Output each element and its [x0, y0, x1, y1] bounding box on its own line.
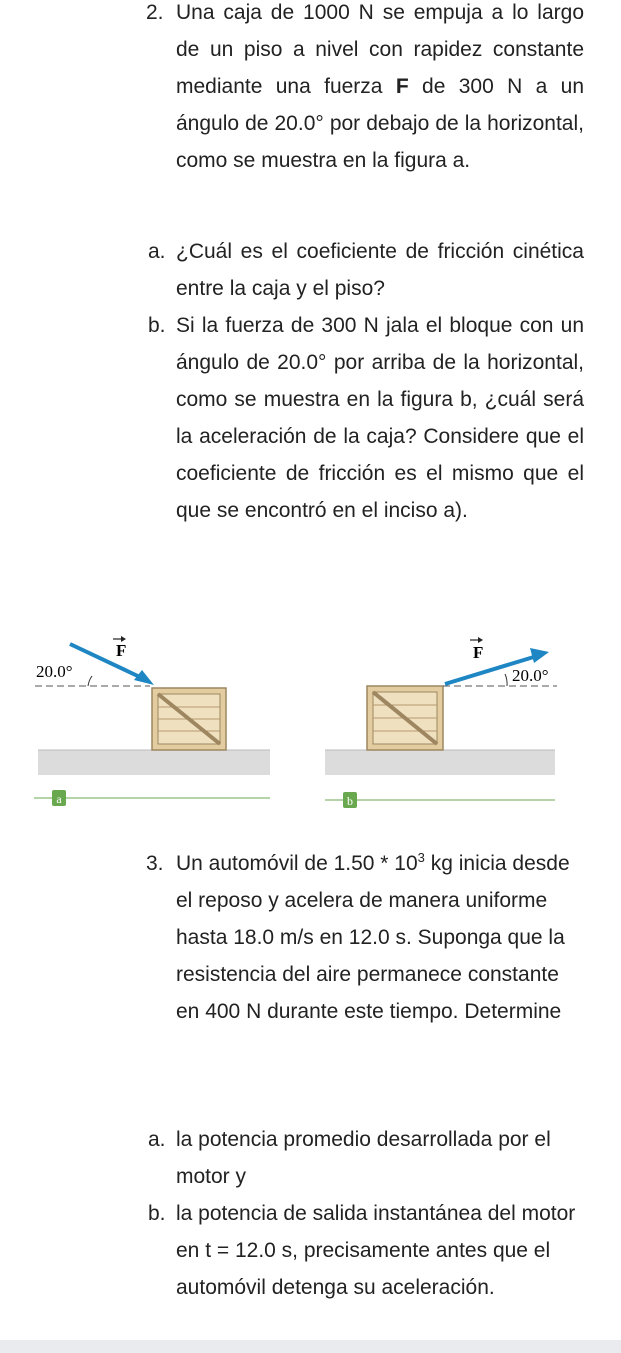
- problem-3-statement-start: Un automóvil de 1.50 * 10: [176, 852, 418, 875]
- floor-a: [38, 750, 270, 775]
- problem-2-a-marker: a.: [148, 240, 166, 263]
- problem-3-statement-rest: kg inicia desde el reposo y acelera de manera uniforme hasta 18.0 m/s en 12.0 s. Suponga que la resistencia del aire permanece constante en 400 N durante este tiempo. Determine: [176, 852, 570, 1023]
- problem-3-number: 3.: [146, 852, 164, 875]
- figure-a: [30, 630, 275, 810]
- problem-3-part-b: la potencia de salida instantánea del motor en t = 12.0 s, precisamente antes que el automóvil detenga su aceleración.: [176, 1202, 576, 1299]
- crate-a: [152, 688, 226, 750]
- problem-3-statement: [176, 845, 586, 1030]
- svg-text:b: b: [347, 794, 353, 808]
- problem-2-number: 2.: [146, 1, 164, 24]
- problem-2-statement-end: de 300 N a un ángulo de 20.0° por debajo de la horizontal, como se muestra en la figura a.: [176, 75, 585, 172]
- force-label-a: F: [116, 641, 127, 660]
- svg-text:a: a: [56, 792, 62, 806]
- problem-2-statement-text: Una caja de 1000 N se empuja a lo largo de un piso a nivel con rapidez constante mediante una fuerza: [176, 1, 584, 98]
- exponent: 3: [417, 850, 425, 865]
- problem-3-b-marker: b.: [148, 1202, 166, 1225]
- problem-2-part-a: ¿Cuál es el coeficiente de fricción cinética entre la caja y el piso?: [176, 240, 584, 300]
- problem-2-part-b: Si la fuerza de 300 N jala el bloque con un ángulo de 20.0° por arriba de la horizontal, como se muestra en la figura b, ¿cuál será la aceleración de la caja? Considere que el coeficiente de fricción es el mismo que el que se encontró en el inciso a).: [176, 314, 584, 522]
- figure-b: [325, 630, 560, 810]
- angle-arc-b: [505, 674, 507, 686]
- angle-label-b: 20.0°: [512, 666, 549, 685]
- crate-b: [367, 686, 443, 750]
- force-label-b: F: [473, 643, 484, 662]
- floor-b: [325, 750, 555, 775]
- force-symbol: F: [395, 75, 409, 98]
- problem-3-a-marker: a.: [148, 1128, 166, 1151]
- problem-2-b-marker: b.: [148, 314, 166, 337]
- angle-label-a: 20.0°: [36, 662, 73, 681]
- bottom-edge: [0, 1340, 621, 1353]
- force-arrow-a: [70, 644, 142, 678]
- problem-2-statement: [176, 0, 584, 179]
- angle-arc-a: [88, 676, 92, 686]
- problem-3-part-a: la potencia promedio desarrollada por el motor y: [176, 1128, 551, 1188]
